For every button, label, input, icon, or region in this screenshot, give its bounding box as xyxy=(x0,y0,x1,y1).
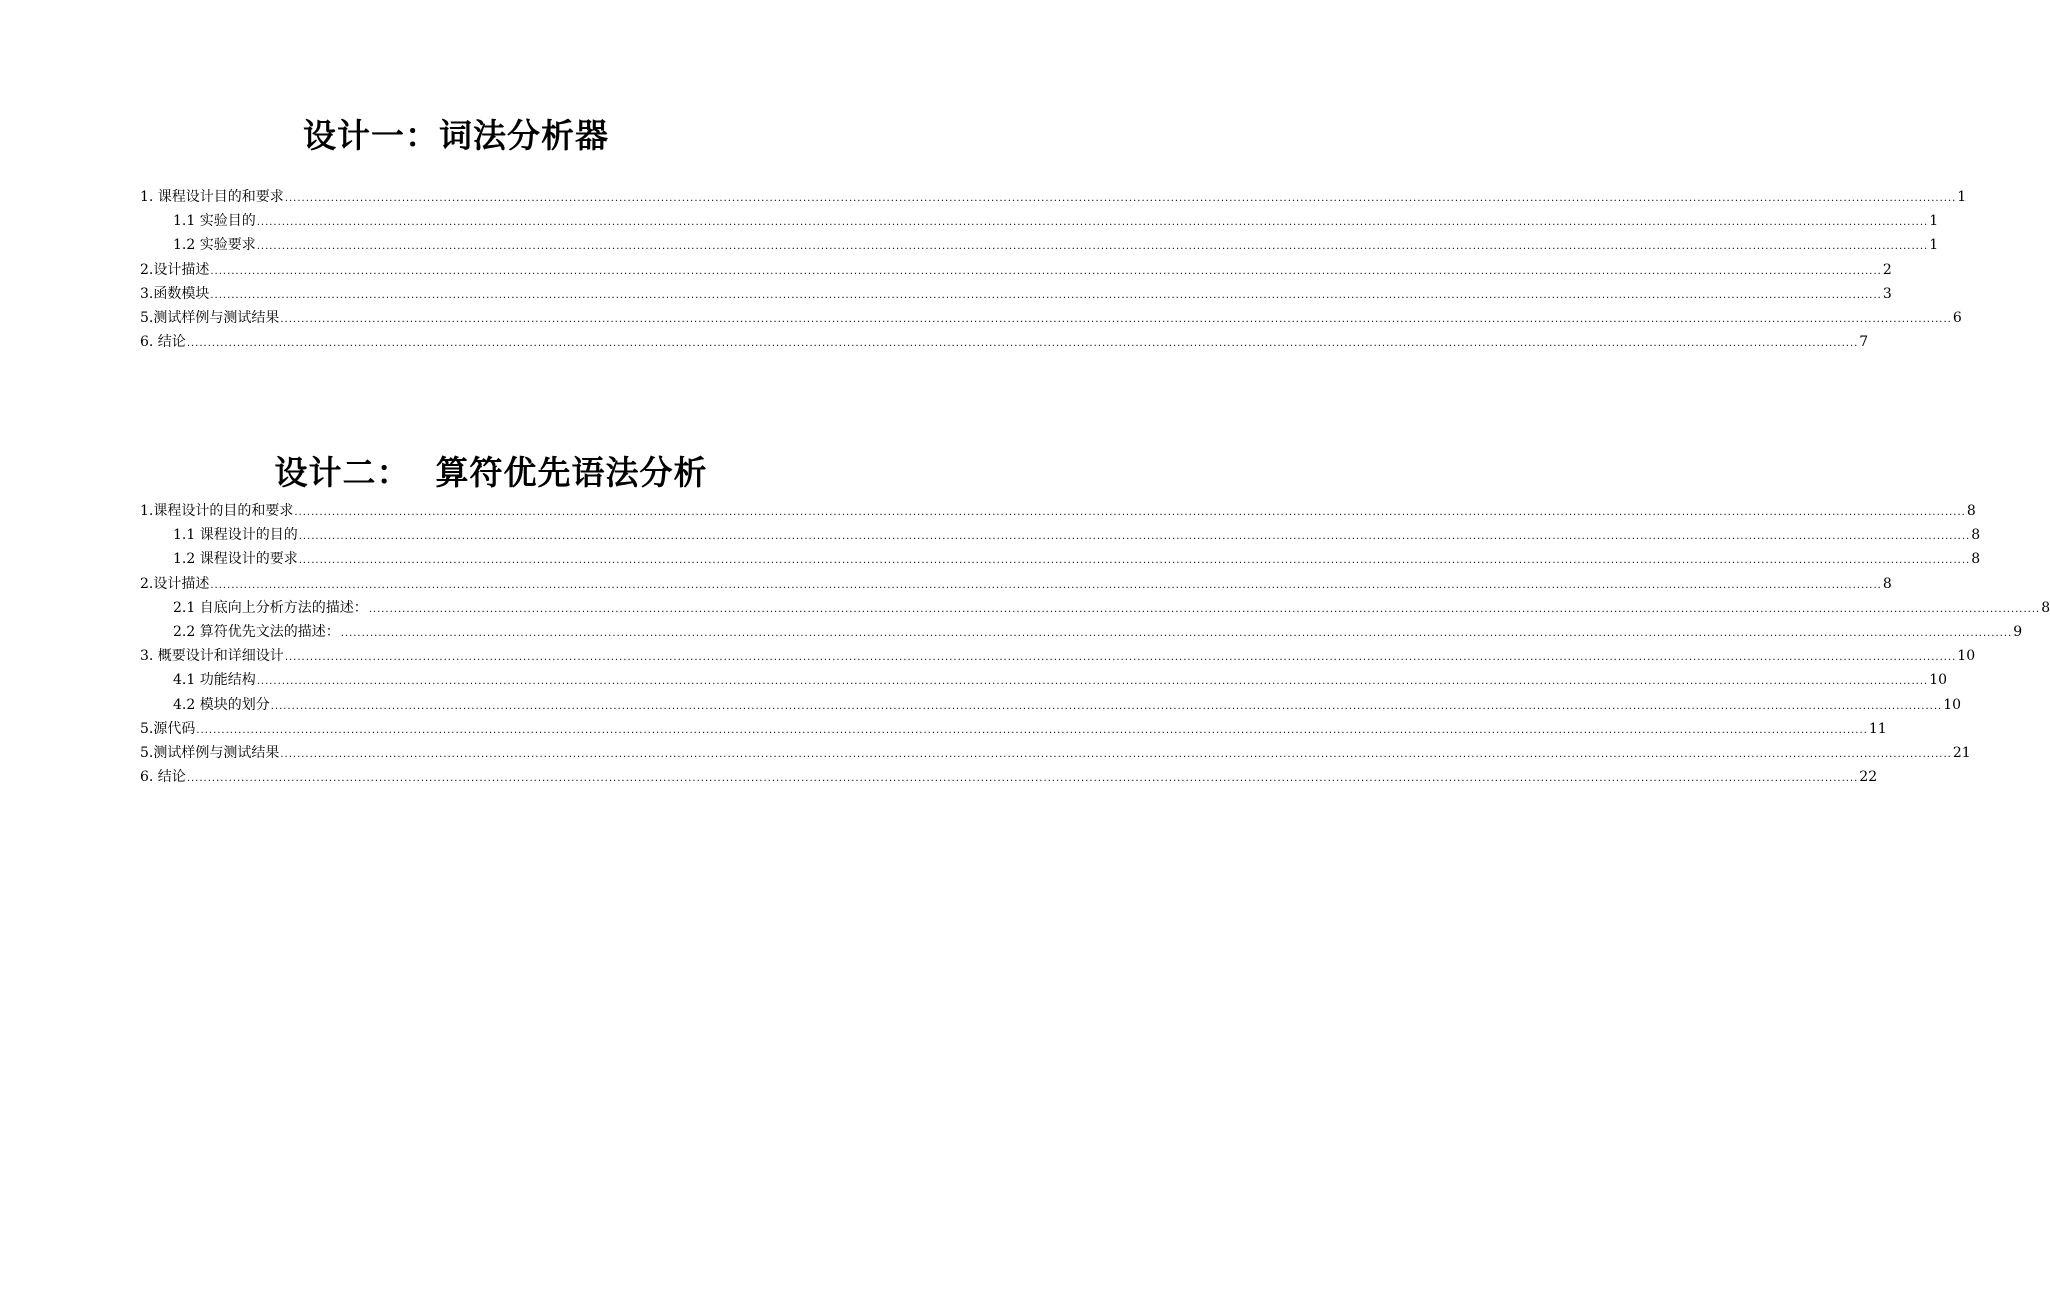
toc-entry-label: 1.1 实验目的 xyxy=(173,213,256,230)
toc-entry[interactable] xyxy=(140,282,1892,306)
toc-entry-label: 4.1 功能结构 xyxy=(173,672,256,689)
toc-page-number: 8 xyxy=(1971,551,1981,568)
toc-page-number: 10 xyxy=(1957,648,1976,665)
toc-page-number: 9 xyxy=(2013,623,2023,640)
toc-entry[interactable] xyxy=(140,765,1878,789)
toc-page-number: 8 xyxy=(1882,575,1892,592)
toc-entry-label: 6. 结论 xyxy=(140,769,186,786)
toc-entry[interactable] xyxy=(140,330,1869,354)
toc-page-number: 11 xyxy=(1868,720,1887,737)
toc-dot-leader: ................................................................................................................................................................................................................................................................................................................................................................................................................ xyxy=(284,193,1957,204)
toc-page-number: 8 xyxy=(2041,599,2050,616)
toc-dot-leader: ................................................................................................................................................................................................................................................................................................................................................................................................................ xyxy=(270,700,1943,712)
toc-dot-leader: ................................................................................................................................................................................................................................................................................................................................................................................................................ xyxy=(284,652,1957,664)
toc-entry[interactable] xyxy=(140,620,2023,644)
toc-page-number: 7 xyxy=(1859,334,1869,351)
table-of-contents xyxy=(140,185,1967,354)
toc-entry[interactable] xyxy=(140,547,1981,571)
toc-dot-leader: ................................................................................................................................................................................................................................................................................................................................................................................................................ xyxy=(256,241,1929,253)
toc-dot-leader: ................................................................................................................................................................................................................................................................................................................................................................................................................ xyxy=(298,555,1971,567)
toc-entry-label: 6. 结论 xyxy=(140,334,186,351)
section-title: 设计二： 算符优先语法分析 xyxy=(274,453,708,492)
toc-entry[interactable] xyxy=(140,258,1892,282)
toc-page-number: 6 xyxy=(1952,309,1962,326)
toc-page-number: 2 xyxy=(1882,261,1892,278)
toc-entry-label: 2.设计描述 xyxy=(140,261,210,278)
toc-entry[interactable] xyxy=(140,717,1887,741)
toc-entry-label: 2.2 算符优先文法的描述： xyxy=(173,623,340,640)
toc-dot-leader: ................................................................................................................................................................................................................................................................................................................................................................................................................ xyxy=(280,313,1952,325)
toc-entry-label: 1.2 课程设计的要求 xyxy=(173,551,298,568)
toc-entry-label: 1.2 实验要求 xyxy=(173,237,256,254)
toc-entry[interactable] xyxy=(140,523,1981,547)
toc-entry-label: 2.1 自底向上分析方法的描述： xyxy=(173,599,368,616)
toc-dot-leader: ................................................................................................................................................................................................................................................................................................................................................................................................................ xyxy=(280,748,1952,760)
toc-entry-label: 3.函数模块 xyxy=(140,285,210,302)
toc-entry-label: 1. 课程设计目的和要求 xyxy=(140,189,284,205)
toc-dot-leader: ................................................................................................................................................................................................................................................................................................................................................................................................................ xyxy=(294,507,1966,518)
toc-page-number: 8 xyxy=(1971,527,1981,544)
toc-page-number: 8 xyxy=(1966,503,1976,519)
toc-entry[interactable] xyxy=(140,596,2050,620)
toc-entry[interactable] xyxy=(140,233,1939,257)
toc-page-number: 22 xyxy=(1859,769,1878,786)
toc-dot-leader: ................................................................................................................................................................................................................................................................................................................................................................................................................ xyxy=(210,289,1882,301)
toc-entry-label: 3. 概要设计和详细设计 xyxy=(140,648,284,665)
toc-dot-leader: ................................................................................................................................................................................................................................................................................................................................................................................................................ xyxy=(256,676,1929,688)
toc-entry-label: 1.课程设计的目的和要求 xyxy=(140,503,294,519)
toc-page-number: 21 xyxy=(1952,744,1971,761)
toc-entry-label: 5.测试样例与测试结果 xyxy=(140,744,280,761)
toc-entry[interactable] xyxy=(140,185,1967,209)
toc-entry[interactable] xyxy=(140,499,1976,523)
toc-dot-leader: ................................................................................................................................................................................................................................................................................................................................................................................................................ xyxy=(210,579,1882,591)
toc-entry-label: 5.源代码 xyxy=(140,720,196,737)
toc-dot-leader: ................................................................................................................................................................................................................................................................................................................................................................................................................ xyxy=(186,338,1859,350)
toc-dot-leader: ................................................................................................................................................................................................................................................................................................................................................................................................................ xyxy=(196,724,1868,736)
watermark: www.zixin.com.cn xyxy=(316,603,797,663)
toc-entry[interactable] xyxy=(140,209,1939,233)
toc-entry-label: 5.测试样例与测试结果 xyxy=(140,309,280,326)
toc-entry[interactable] xyxy=(140,668,1948,692)
toc-page-number: 3 xyxy=(1882,285,1892,302)
toc-dot-leader: ................................................................................................................................................................................................................................................................................................................................................................................................................ xyxy=(256,217,1929,229)
toc-page-number: 10 xyxy=(1943,696,1962,713)
toc-entry-label: 1.1 课程设计的目的 xyxy=(173,527,298,544)
toc-page-number: 1 xyxy=(1929,213,1939,230)
section-title: 设计一：词法分析器 xyxy=(303,116,609,155)
toc-dot-leader: ................................................................................................................................................................................................................................................................................................................................................................................................................ xyxy=(186,773,1859,785)
toc-page-number: 1 xyxy=(1957,189,1967,205)
toc-page-number: 1 xyxy=(1929,237,1939,254)
toc-entry[interactable] xyxy=(140,644,1976,668)
toc-dot-leader: ................................................................................................................................................................................................................................................................................................................................................................................................................ xyxy=(210,265,1882,277)
toc-entry[interactable] xyxy=(140,693,1962,717)
toc-page-number: 10 xyxy=(1929,672,1948,689)
toc-dot-leader: ................................................................................................................................................................................................................................................................................................................................................................................................................ xyxy=(340,627,2013,639)
toc-entry-label: 2.设计描述 xyxy=(140,575,210,592)
toc-entry[interactable] xyxy=(140,741,1971,765)
toc-dot-leader: ................................................................................................................................................................................................................................................................................................................................................................................................................ xyxy=(298,531,1971,543)
toc-entry-label: 4.2 模块的划分 xyxy=(173,696,270,713)
table-of-contents xyxy=(140,499,2050,789)
toc-entry[interactable] xyxy=(140,572,1892,596)
toc-entry[interactable] xyxy=(140,306,1962,330)
toc-dot-leader: ................................................................................................................................................................................................................................................................................................................................................................................................................ xyxy=(368,603,2041,615)
